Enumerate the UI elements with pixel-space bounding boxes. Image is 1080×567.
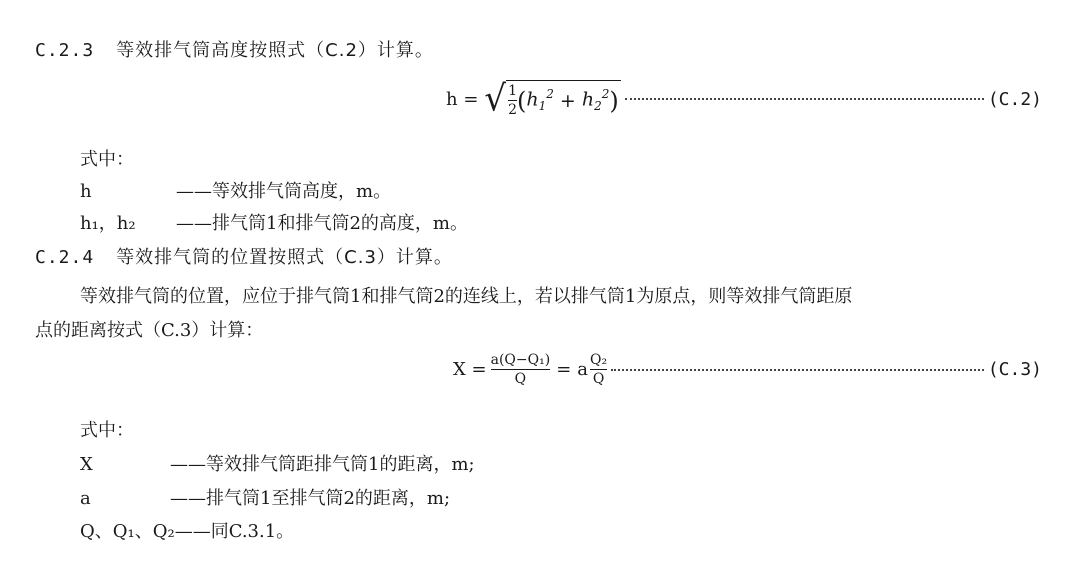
section-c224	[35, 243, 453, 269]
frac-bar	[508, 100, 517, 101]
radicand: $\frac{1}{2}$ ( $h_1^2$ + $h_2^2$ )	[506, 80, 621, 118]
equation-c2	[446, 80, 1042, 118]
frac2-den: Q	[592, 371, 605, 387]
sqrt-expression	[484, 80, 620, 118]
eq2-label: (C.2)	[987, 88, 1042, 110]
equation-c3	[453, 352, 1042, 387]
symbol: X	[80, 454, 93, 475]
frac1-den: Q	[514, 371, 527, 387]
symbol: Q、Q₁、Q₂	[80, 521, 175, 542]
definition: ——排气筒1至排气筒2的距离，m;	[170, 488, 451, 509]
definition: ——排气筒1和排气筒2的高度，m。	[176, 213, 468, 234]
definition: ——等效排气筒距排气筒1的距离，m;	[170, 454, 475, 475]
section-number: C.2.4	[35, 247, 95, 268]
frac2-bar	[590, 369, 607, 370]
h1-term: $h_1^2$	[526, 87, 554, 114]
symbol: a	[80, 488, 91, 509]
coef-a: a	[577, 359, 589, 380]
paragraph-line-2: 点的距离按式（C.3）计算：	[35, 320, 264, 341]
half-fraction	[508, 83, 517, 118]
frac2-num: Q₂	[590, 352, 608, 368]
fraction-1	[491, 352, 551, 387]
where2-row-x	[80, 450, 475, 476]
frac1-num: a(Q−Q₁)	[490, 352, 551, 368]
paragraph-line-1: 等效排气筒的位置，应位于排气筒1和排气筒2的连线上，若以排气筒1为原点，则等效排气筒距原	[80, 286, 853, 307]
where2-row-a	[80, 484, 450, 510]
equals-sign: =	[556, 359, 572, 380]
section-text: 等效排气筒的位置按照式（C.3）计算。	[116, 247, 453, 268]
section-text: 等效排气筒高度按照式（C.2）计算。	[116, 40, 434, 61]
fraction-2	[590, 352, 607, 387]
leader-dots	[625, 98, 984, 100]
definition: ——等效排气筒高度，m。	[176, 181, 392, 202]
where-title-2: 式中：	[80, 420, 134, 441]
where-title-1: 式中：	[80, 149, 134, 170]
where2-row-q	[80, 517, 294, 543]
frac1-bar	[491, 369, 551, 370]
frac-den: 2	[508, 102, 517, 118]
section-number: C.2.3	[35, 40, 95, 61]
leader-dots	[611, 369, 984, 371]
eq3-label: (C.3)	[987, 359, 1042, 380]
section-c223	[35, 36, 434, 62]
h2-term: $h_2^2$	[581, 87, 610, 114]
symbol: h₁，h₂	[80, 213, 136, 234]
frac-num: 1	[508, 83, 517, 99]
plus-sign: +	[559, 89, 576, 112]
eq3-lhs: X =	[453, 359, 487, 380]
definition: ——同C.3.1。	[174, 521, 295, 542]
symbol: h	[80, 181, 92, 202]
where1-row-h1h2	[80, 209, 468, 235]
eq2-lhs: h =	[446, 88, 479, 110]
where1-row-h	[80, 177, 391, 203]
radical-sign: √	[484, 78, 507, 120]
